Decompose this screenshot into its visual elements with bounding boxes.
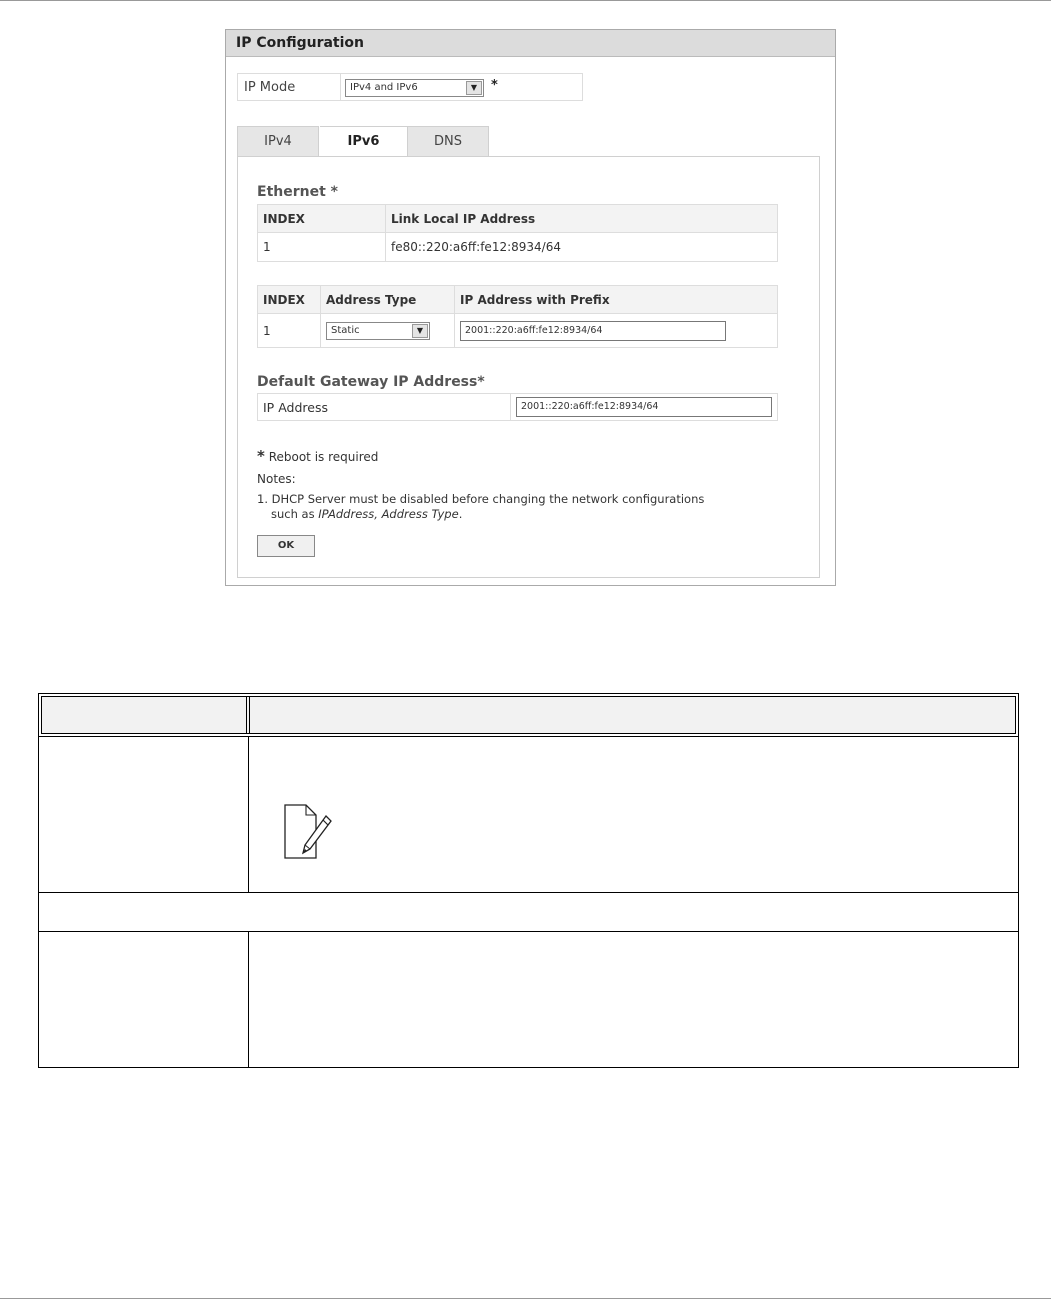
- note-1-suffix: .: [458, 507, 463, 521]
- note-pencil-icon: [282, 803, 334, 861]
- reboot-star: *: [257, 447, 265, 465]
- column-separator: [248, 931, 249, 1068]
- ethernet-title: Ethernet *: [257, 184, 338, 200]
- column-separator: [248, 736, 249, 892]
- address-type-selected: Static: [331, 324, 360, 336]
- tab-ipv4[interactable]: IPv4: [237, 126, 319, 156]
- ip-mode-row: [237, 73, 583, 101]
- table-border: [38, 693, 1019, 694]
- tab-dns[interactable]: DNS: [407, 126, 489, 156]
- note-1-line-2: [271, 507, 462, 521]
- ip-mode-required-mark: *: [491, 78, 498, 93]
- table-border: [1015, 696, 1016, 733]
- ip-prefix-cell: [455, 314, 778, 348]
- gateway-title: Default Gateway IP Address*: [257, 374, 485, 390]
- ip-configuration-panel: [225, 29, 836, 586]
- table-border: [1018, 693, 1019, 1068]
- tab-ipv6[interactable]: IPv6: [320, 126, 407, 156]
- gateway-ip-label: IP Address: [258, 394, 511, 421]
- chevron-down-icon[interactable]: ▼: [466, 81, 482, 95]
- gateway-ip-cell: [511, 394, 778, 421]
- page-bottom-rule: [0, 1298, 1051, 1299]
- address-type-select[interactable]: [326, 322, 430, 340]
- note-1-line-1: 1. DHCP Server must be disabled before changing the network configurations: [257, 492, 705, 506]
- ip-mode-select[interactable]: [345, 79, 484, 97]
- ip-prefix-input[interactable]: 2001::220:a6ff:fe12:8934/64: [460, 321, 726, 341]
- index-header: INDEX: [258, 286, 321, 314]
- ip-mode-label: IP Mode: [244, 80, 296, 95]
- table-border: [41, 696, 42, 733]
- note-1-prefix: such as: [271, 507, 319, 521]
- index-cell: 1: [258, 233, 386, 262]
- row-separator: [38, 931, 1019, 932]
- column-separator: [246, 696, 247, 733]
- row-separator: [38, 892, 1019, 893]
- table-border: [41, 733, 1016, 734]
- page-top-rule: [0, 0, 1051, 1]
- notes-label: Notes:: [257, 472, 296, 486]
- link-local-table: [257, 204, 778, 262]
- gateway-ip-input[interactable]: 2001::220:a6ff:fe12:8934/64: [516, 397, 772, 417]
- reboot-note: [257, 447, 378, 465]
- column-separator: [249, 696, 250, 733]
- reboot-text: Reboot is required: [268, 450, 379, 464]
- table-border: [41, 696, 1016, 697]
- parameter-table: [38, 693, 1019, 1068]
- index-cell: 1: [258, 314, 321, 348]
- link-local-address: fe80::220:a6ff:fe12:8934/64: [386, 233, 778, 262]
- link-local-header: Link Local IP Address: [386, 205, 778, 233]
- note-1-italic: IPAddress, Address Type: [318, 507, 459, 521]
- table-border: [38, 1067, 1019, 1068]
- table-row: [258, 314, 778, 348]
- table-border: [38, 693, 39, 1068]
- gateway-table: [257, 393, 778, 421]
- ip-prefix-header: IP Address with Prefix: [455, 286, 778, 314]
- ok-button[interactable]: OK: [257, 535, 315, 557]
- ip-mode-selected: IPv4 and IPv6: [350, 82, 418, 93]
- ip-mode-divider: [340, 74, 341, 100]
- table-row: [258, 394, 778, 421]
- address-type-header: Address Type: [321, 286, 455, 314]
- table-border: [38, 736, 1019, 737]
- address-table: [257, 285, 778, 348]
- chevron-down-icon[interactable]: ▼: [412, 324, 428, 338]
- index-header: INDEX: [258, 205, 386, 233]
- address-type-cell: [321, 314, 455, 348]
- table-row: [258, 233, 778, 262]
- ipv6-tab-content: [237, 156, 820, 578]
- table-header-fill: [41, 696, 1016, 733]
- panel-title: IP Configuration: [226, 30, 835, 57]
